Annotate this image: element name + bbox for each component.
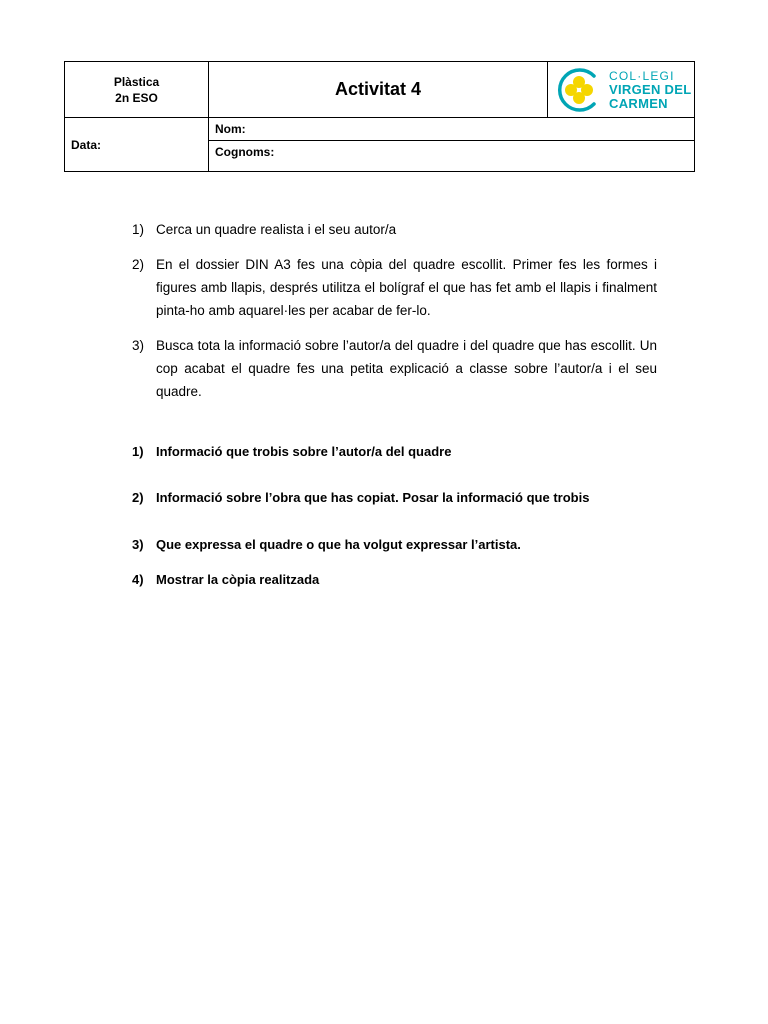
task-text: Informació que trobis sobre l’autor/a del quadre xyxy=(156,444,452,459)
subject-name: Plàstica xyxy=(113,74,160,89)
activity-title: Activitat 4 xyxy=(209,62,548,118)
task-number: 2) xyxy=(132,490,144,505)
instruction-item xyxy=(132,334,657,403)
instruction-text: Busca tota la informació sobre l’autor/a del quadre i del quadre que has escollit. Un cop acabat el quadre fes una petita explicació a classe sobre l’autor/a i el seu quadre. xyxy=(156,338,657,399)
task-item xyxy=(132,444,657,459)
instruction-text: Cerca un quadre realista i el seu autor/a xyxy=(156,222,397,237)
instruction-text: En el dossier DIN A3 fes una còpia del quadre escollit. Primer fes les formes i figures amb llapis, després utilitza el bolígraf el que has fet amb el llapis i finalment pinta-ho amb aquarel·les per acabar de fer-lo. xyxy=(156,257,657,318)
subject-grade: 2n ESO xyxy=(115,90,158,105)
instruction-number: 3) xyxy=(132,338,145,353)
name-label: Nom: xyxy=(215,122,246,136)
date-label: Data: xyxy=(71,137,102,152)
surname-field[interactable] xyxy=(209,141,695,172)
task-item xyxy=(132,572,657,587)
task-number: 4) xyxy=(132,572,144,587)
date-field[interactable] xyxy=(65,118,209,172)
task-text: Mostrar la còpia realitzada xyxy=(156,572,320,587)
name-field[interactable] xyxy=(209,118,695,141)
logo-text-line3: CARMEN xyxy=(609,95,668,111)
instruction-number: 2) xyxy=(132,257,145,272)
task-item xyxy=(132,537,657,552)
logo-text-line2: VIRGEN DEL xyxy=(609,81,692,97)
task-text: Que expressa el quadre o que ha volgut expressar l’artista. xyxy=(156,537,521,552)
task-number: 3) xyxy=(132,537,144,552)
subject-cell xyxy=(65,62,209,118)
instructions-list xyxy=(132,218,657,415)
school-logo-icon xyxy=(556,67,602,113)
task-text: Informació sobre l’obra que has copiat. Posar la informació que trobis xyxy=(156,490,590,505)
logo-text-line1: COL·LEGI xyxy=(609,68,675,83)
surname-label: Cognoms: xyxy=(215,145,275,159)
instruction-item xyxy=(132,253,657,322)
school-logo xyxy=(548,62,695,118)
task-number: 1) xyxy=(132,444,144,459)
header-table xyxy=(64,61,695,172)
instruction-number: 1) xyxy=(132,222,145,237)
instruction-item xyxy=(132,218,657,241)
task-item xyxy=(132,490,657,505)
